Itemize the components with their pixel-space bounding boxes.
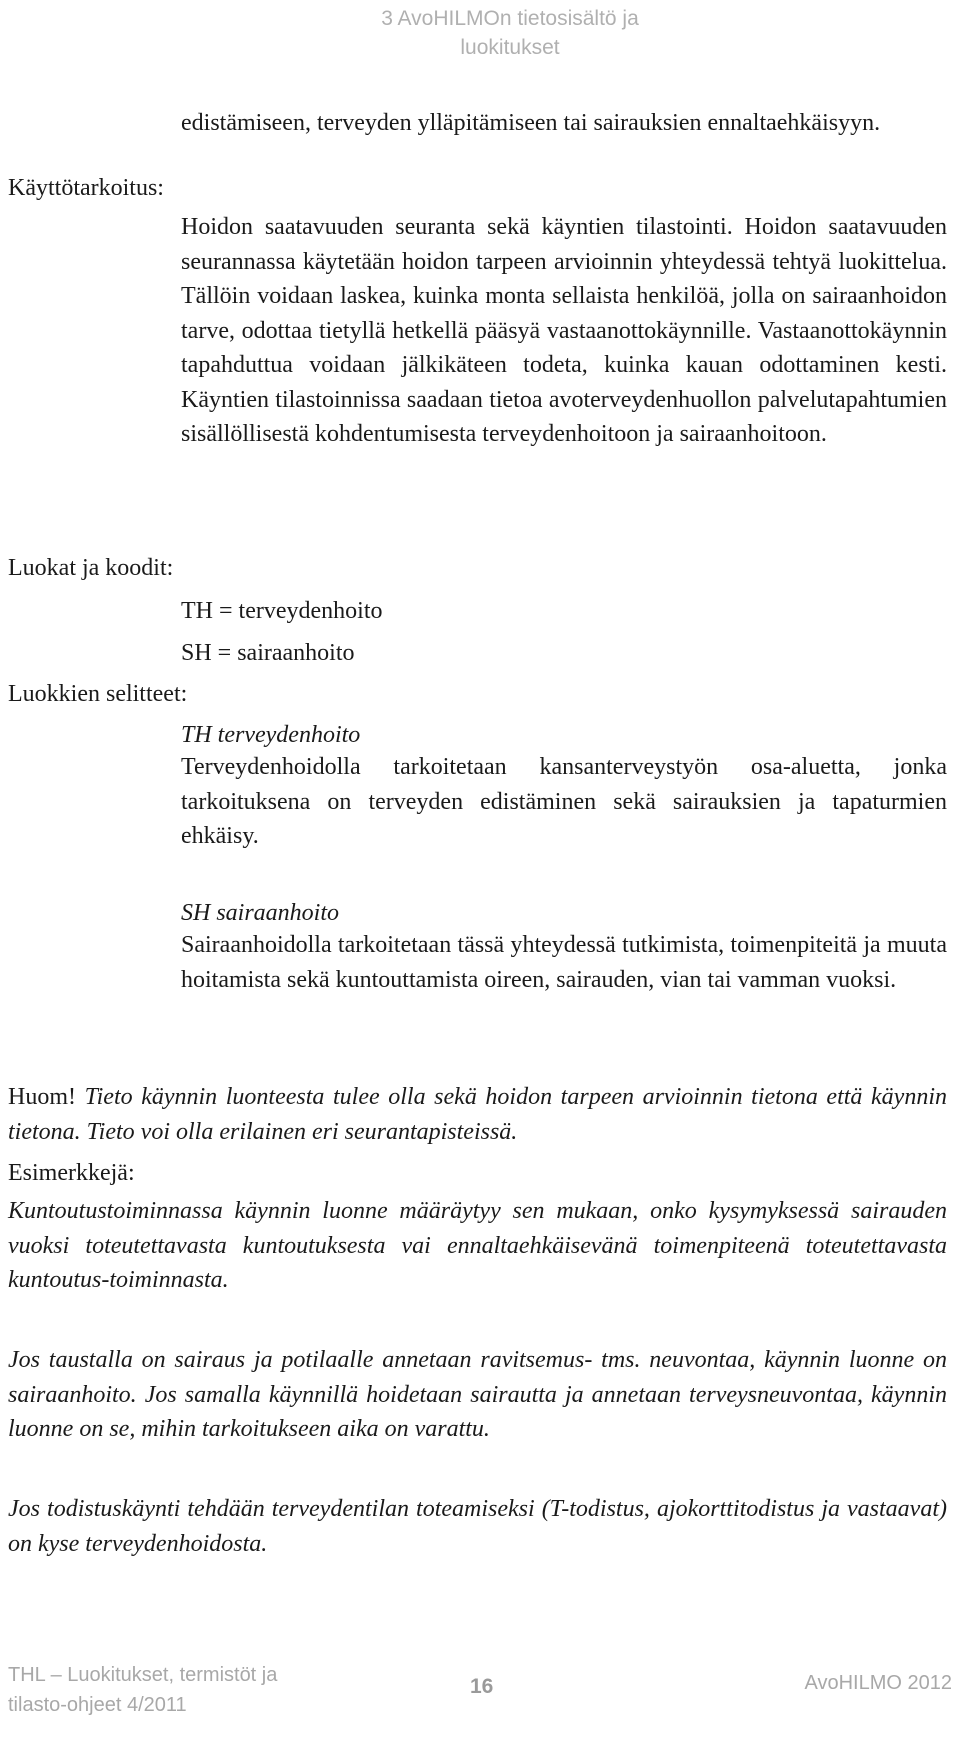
huom-text: Tieto käynnin luonteesta tulee olla sekä hoidon tarpeen arvioinnin tietona että käynnin tietona. Tieto voi olla erilainen eri seurantapisteissä.: [8, 1084, 947, 1145]
running-header: [360, 4, 660, 62]
header-line-2: luokitukset: [460, 36, 560, 59]
kayttotarkoitus-text: Hoidon saatavuuden seuranta sekä käyntien tilastointi. Hoidon saatavuuden seurannassa käytetään hoidon tarpeen arvioinnin yhteydessä tehtyä luokittelua. Tällöin voidaan laskea, kuinka monta sellaista henkilöä, jolla on sairaanhoidon tarve, odottaa tietyllä hetkellä pääsyä vastaanottokäynnille. Vastaanottokäynnin tapahduttua voidaan jälkikäteen todeta, kuinka kauan odottaminen kesti. Käyntien tilastoinnissa saadaan tietoa avoterveydenhuollon palvelutapahtumien sisällöllisestä kohdentumisesta terveydenhoitoon ja sairaanhoitoon.: [181, 214, 947, 447]
header-line-1: 3 AvoHILMOn tietosisältö ja: [381, 7, 639, 30]
footer-left-line-2: tilasto-ohjeet 4/2011: [8, 1694, 187, 1716]
example-3: Jos todistuskäynti tehdään terveydentilan toteamiseksi (T-todistus, ajokorttitodistus ja vastaavat) on kyse terveydenhoidosta.: [8, 1496, 947, 1557]
sh-text: Sairaanhoidolla tarkoitetaan tässä yhteydessä tutkimista, toimenpiteitä ja muuta hoitamista sekä kuntouttamista oireen, sairauden, vian tai vamman vuoksi.: [181, 932, 947, 993]
example-2: Jos taustalla on sairaus ja potilaalle annetaan ravitsemus- tms. neuvontaa, käynnin luonne on sairaanhoito. Jos samalla käynnillä hoidetaan sairautta ja annetaan terveysneuvontaa, käynnin luonne on se, mihin tarkoitukseen aika on varattu.: [8, 1347, 947, 1442]
sh-title: SH sairaanhoito: [181, 900, 340, 926]
code-sh: SH = sairaanhoito: [181, 640, 355, 666]
footer-right: AvoHILMO 2012: [804, 1672, 952, 1694]
intro-paragraph: edistämiseen, terveyden ylläpitämiseen tai sairauksien ennaltaehkäisyyn.: [181, 110, 881, 136]
code-th: TH = terveydenhoito: [181, 598, 383, 624]
huom-note: [8, 1080, 947, 1149]
luokat-label: Luokat ja koodit:: [8, 555, 174, 581]
th-text: Terveydenhoidolla tarkoitetaan kansanterveystyön osa-aluetta, jonka tarkoituksena on terveyden edistäminen sekä sairauksien ja tapaturmien ehkäisy.: [181, 754, 947, 849]
example-1: Kuntoutustoiminnassa käynnin luonne määräytyy sen mukaan, onko kysymyksessä sairauden vuoksi toteutettavasta kuntoutuksesta vai ennaltaehkäisevänä toimenpiteenä toteutettavasta kuntoutus-toiminnasta.: [8, 1198, 947, 1293]
selitteet-label: Luokkien selitteet:: [8, 681, 188, 707]
page-number: 16: [470, 1675, 494, 1698]
th-title: TH terveydenhoito: [181, 722, 361, 748]
footer-left-line-1: THL – Luokitukset, termistöt ja: [8, 1664, 278, 1686]
esimerkit-label: Esimerkkejä:: [8, 1160, 135, 1186]
huom-lead: Huom!: [8, 1084, 76, 1110]
footer-left: [8, 1660, 277, 1720]
kayttotarkoitus-label: Käyttötarkoitus:: [8, 175, 164, 201]
